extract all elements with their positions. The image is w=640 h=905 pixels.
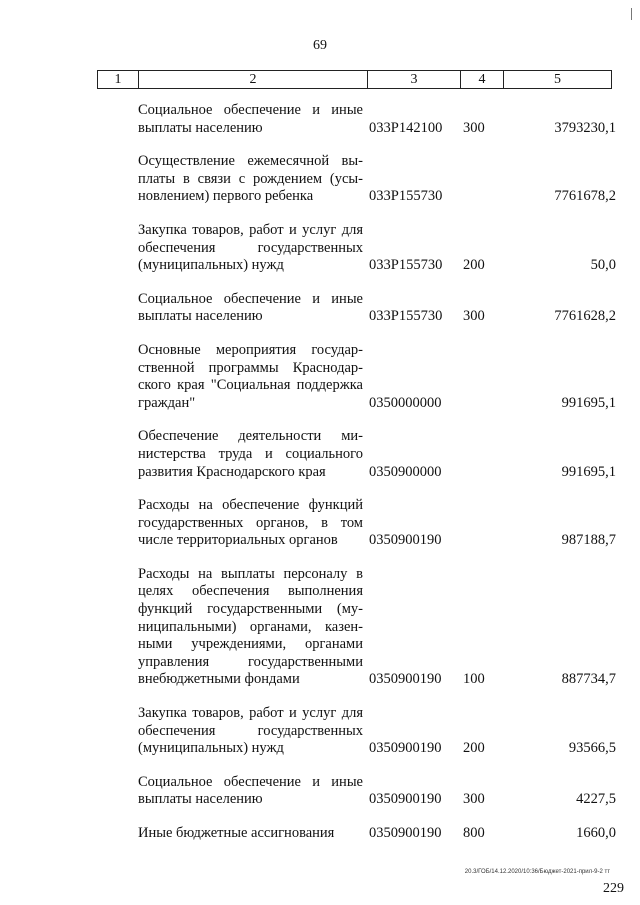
row-sum: 991695,1: [561, 463, 616, 480]
table-row: [138, 291, 616, 326]
row-type: 200: [463, 257, 485, 274]
row-code: 0350900190: [369, 791, 442, 808]
row-code: 033P155730: [369, 257, 443, 274]
column-header-5: 5: [504, 71, 612, 89]
row-code: 033P155730: [369, 188, 443, 205]
row-name: Социальное обеспечение и иные выплаты населению: [138, 102, 363, 136]
row-type: 300: [463, 308, 485, 325]
row-sum: 50,0: [590, 257, 616, 274]
column-header-1: 1: [98, 71, 139, 89]
row-sum: 7761678,2: [554, 188, 616, 205]
row-name: Социальное обеспечение и иные выплаты населению: [138, 773, 363, 808]
row-code: 033P155730: [369, 308, 443, 325]
row-type: [461, 428, 507, 481]
footer-document-code: 20.3/ГОБ/14.12.2020/10:36/Бюджет-2021-прил-9-2 тт: [464, 869, 610, 875]
row-name: Иные бюджетные ассигнования: [138, 825, 335, 841]
row-type: [461, 497, 507, 550]
row-type: [461, 342, 507, 412]
table-row: [138, 774, 616, 809]
row-type: 300: [463, 119, 485, 136]
row-name: Закупка товаров, работ и услуг для обеспечения государственных (муниципальных) нужд: [138, 221, 363, 274]
row-sum: 987188,7: [561, 532, 616, 549]
row-name: Расходы на обеспечение функций государственных органов, в том числе территориальных органов: [138, 497, 363, 549]
row-name: Расходы на выплаты персоналу в целях обеспечения выполнения функций государственными (муниципальными) органами, казенными учреждениями, органами управления государственными внебюджетными фондами: [138, 565, 363, 688]
table-row: [138, 497, 616, 550]
table-row: [138, 102, 616, 137]
row-type: 300: [463, 791, 485, 808]
row-code: 0350900190: [369, 671, 442, 688]
row-sum: 4227,5: [576, 791, 616, 808]
row-code: 0350900000: [369, 463, 442, 480]
row-name: Обеспечение деятельности министерства труда и социального развития Краснодарского края: [138, 428, 363, 480]
column-header-4: 4: [461, 71, 504, 89]
table-row: [138, 705, 616, 758]
table-row: [138, 153, 616, 206]
table-row: [138, 342, 616, 412]
column-header-2: 2: [139, 71, 368, 89]
row-sum: 991695,1: [561, 394, 616, 411]
table-row: [138, 825, 616, 843]
table-row: [138, 222, 616, 275]
table-row: [138, 566, 616, 689]
row-code: 033P142100: [369, 119, 443, 136]
row-type: 100: [463, 671, 485, 688]
row-sum: 7761628,2: [554, 308, 616, 325]
page-number: 69: [313, 38, 327, 53]
row-type: 200: [463, 740, 485, 757]
row-name: Осуществление ежемесячной выплаты в связи с рождением (усыновлением) первого ребенка: [138, 153, 363, 205]
row-name: Основные мероприятия государственной программы Краснодарского края "Социальная поддержка граждан": [138, 341, 363, 411]
row-name: Закупка товаров, работ и услуг для обеспечения государственных (муниципальных) нужд: [138, 705, 363, 757]
row-type: [461, 153, 507, 206]
row-code: 0350900190: [369, 532, 442, 549]
row-code: 0350000000: [369, 394, 442, 411]
row-code: 0350900190: [369, 825, 442, 841]
budget-table: [138, 102, 616, 843]
scan-margin-mark: [631, 8, 632, 20]
row-sum: 887734,7: [561, 671, 616, 688]
row-sum: 93566,5: [568, 740, 616, 757]
row-name: Социальное обеспечение и иные выплаты населению: [138, 290, 363, 325]
column-header-3: 3: [368, 71, 461, 89]
row-sum: 3793230,1: [554, 119, 616, 136]
column-header-table: [97, 70, 612, 89]
row-type: 800: [463, 825, 485, 841]
table-row: [138, 428, 616, 481]
row-code: 0350900190: [369, 740, 442, 757]
row-sum: 1660,0: [576, 825, 616, 841]
footer-page-number: 229: [603, 881, 624, 896]
column-header-row: [98, 71, 612, 89]
